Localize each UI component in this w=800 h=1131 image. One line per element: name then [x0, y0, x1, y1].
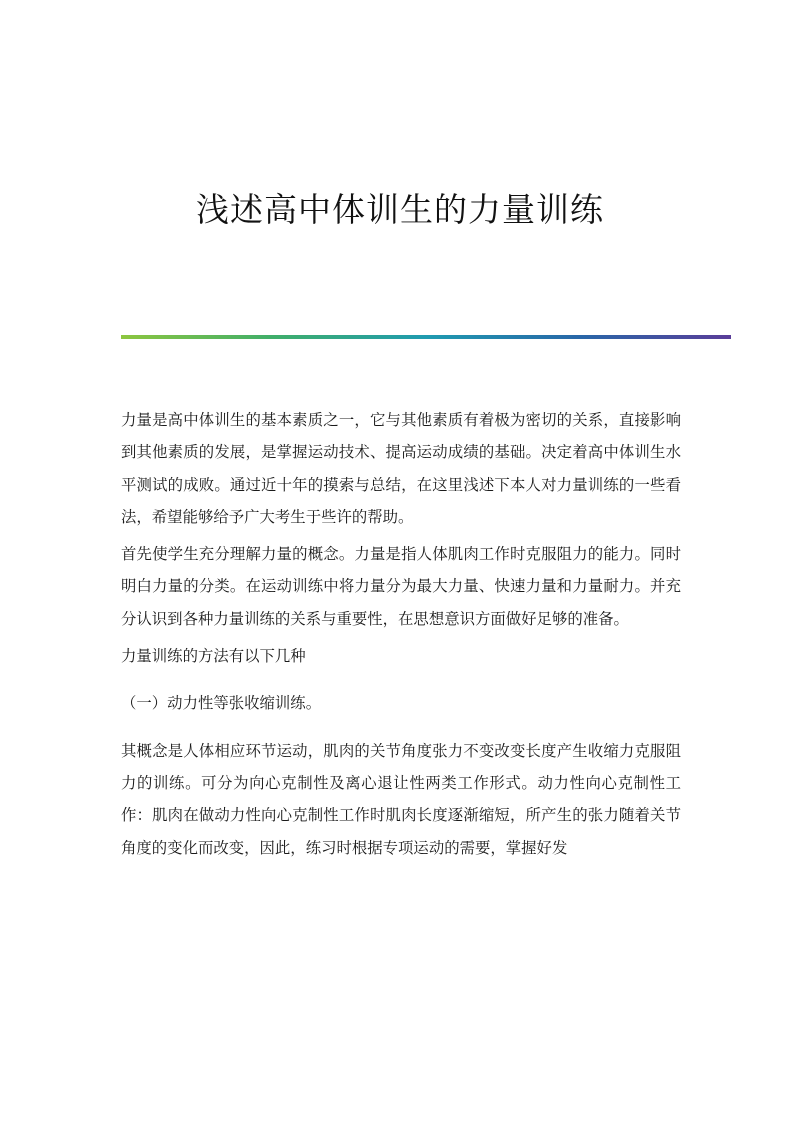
title-divider: [121, 335, 731, 339]
document-body: [121, 404, 681, 869]
paragraph-section-1-heading: （一）动力性等张收缩训练。: [121, 694, 322, 713]
document-title: 浅述高中体训生的力量训练: [196, 190, 604, 229]
paragraph-methods-heading: 力量训练的方法有以下几种: [121, 647, 306, 666]
paragraph-concept: 首先使学生充分理解力量的概念。力量是指人体肌肉工作时克服阻力的能力。同时明白力量的分类。在运动训练中将力量分为最大力量、快速力量和力量耐力。并充分认识到各种力量训练的关系与重要性，在思想意识方面做好足够的准备。: [121, 545, 681, 628]
paragraph-intro: 力量是高中体训生的基本素质之一，它与其他素质有着极为密切的关系，直接影响到其他素质的发展，是掌握运动技术、提高运动成绩的基础。决定着高中体训生水平测试的成败。通过近十年的摸索与总结，在这里浅述下本人对力量训练的一些看法，希望能够给予广大考生于些许的帮助。: [121, 411, 681, 526]
paragraph-section-1-body: 其概念是人体相应环节运动，肌肉的关节角度张力不变改变长度产生收缩力克服阻力的训练。可分为向心克制性及离心退让性两类工作形式。动力性向心克制性工作：肌肉在做动力性向心克制性工作时肌肉长度逐渐缩短，所产生的张力随着关节角度的变化而改变，因此，练习时根据专项运动的需要，掌握好发: [121, 741, 681, 857]
